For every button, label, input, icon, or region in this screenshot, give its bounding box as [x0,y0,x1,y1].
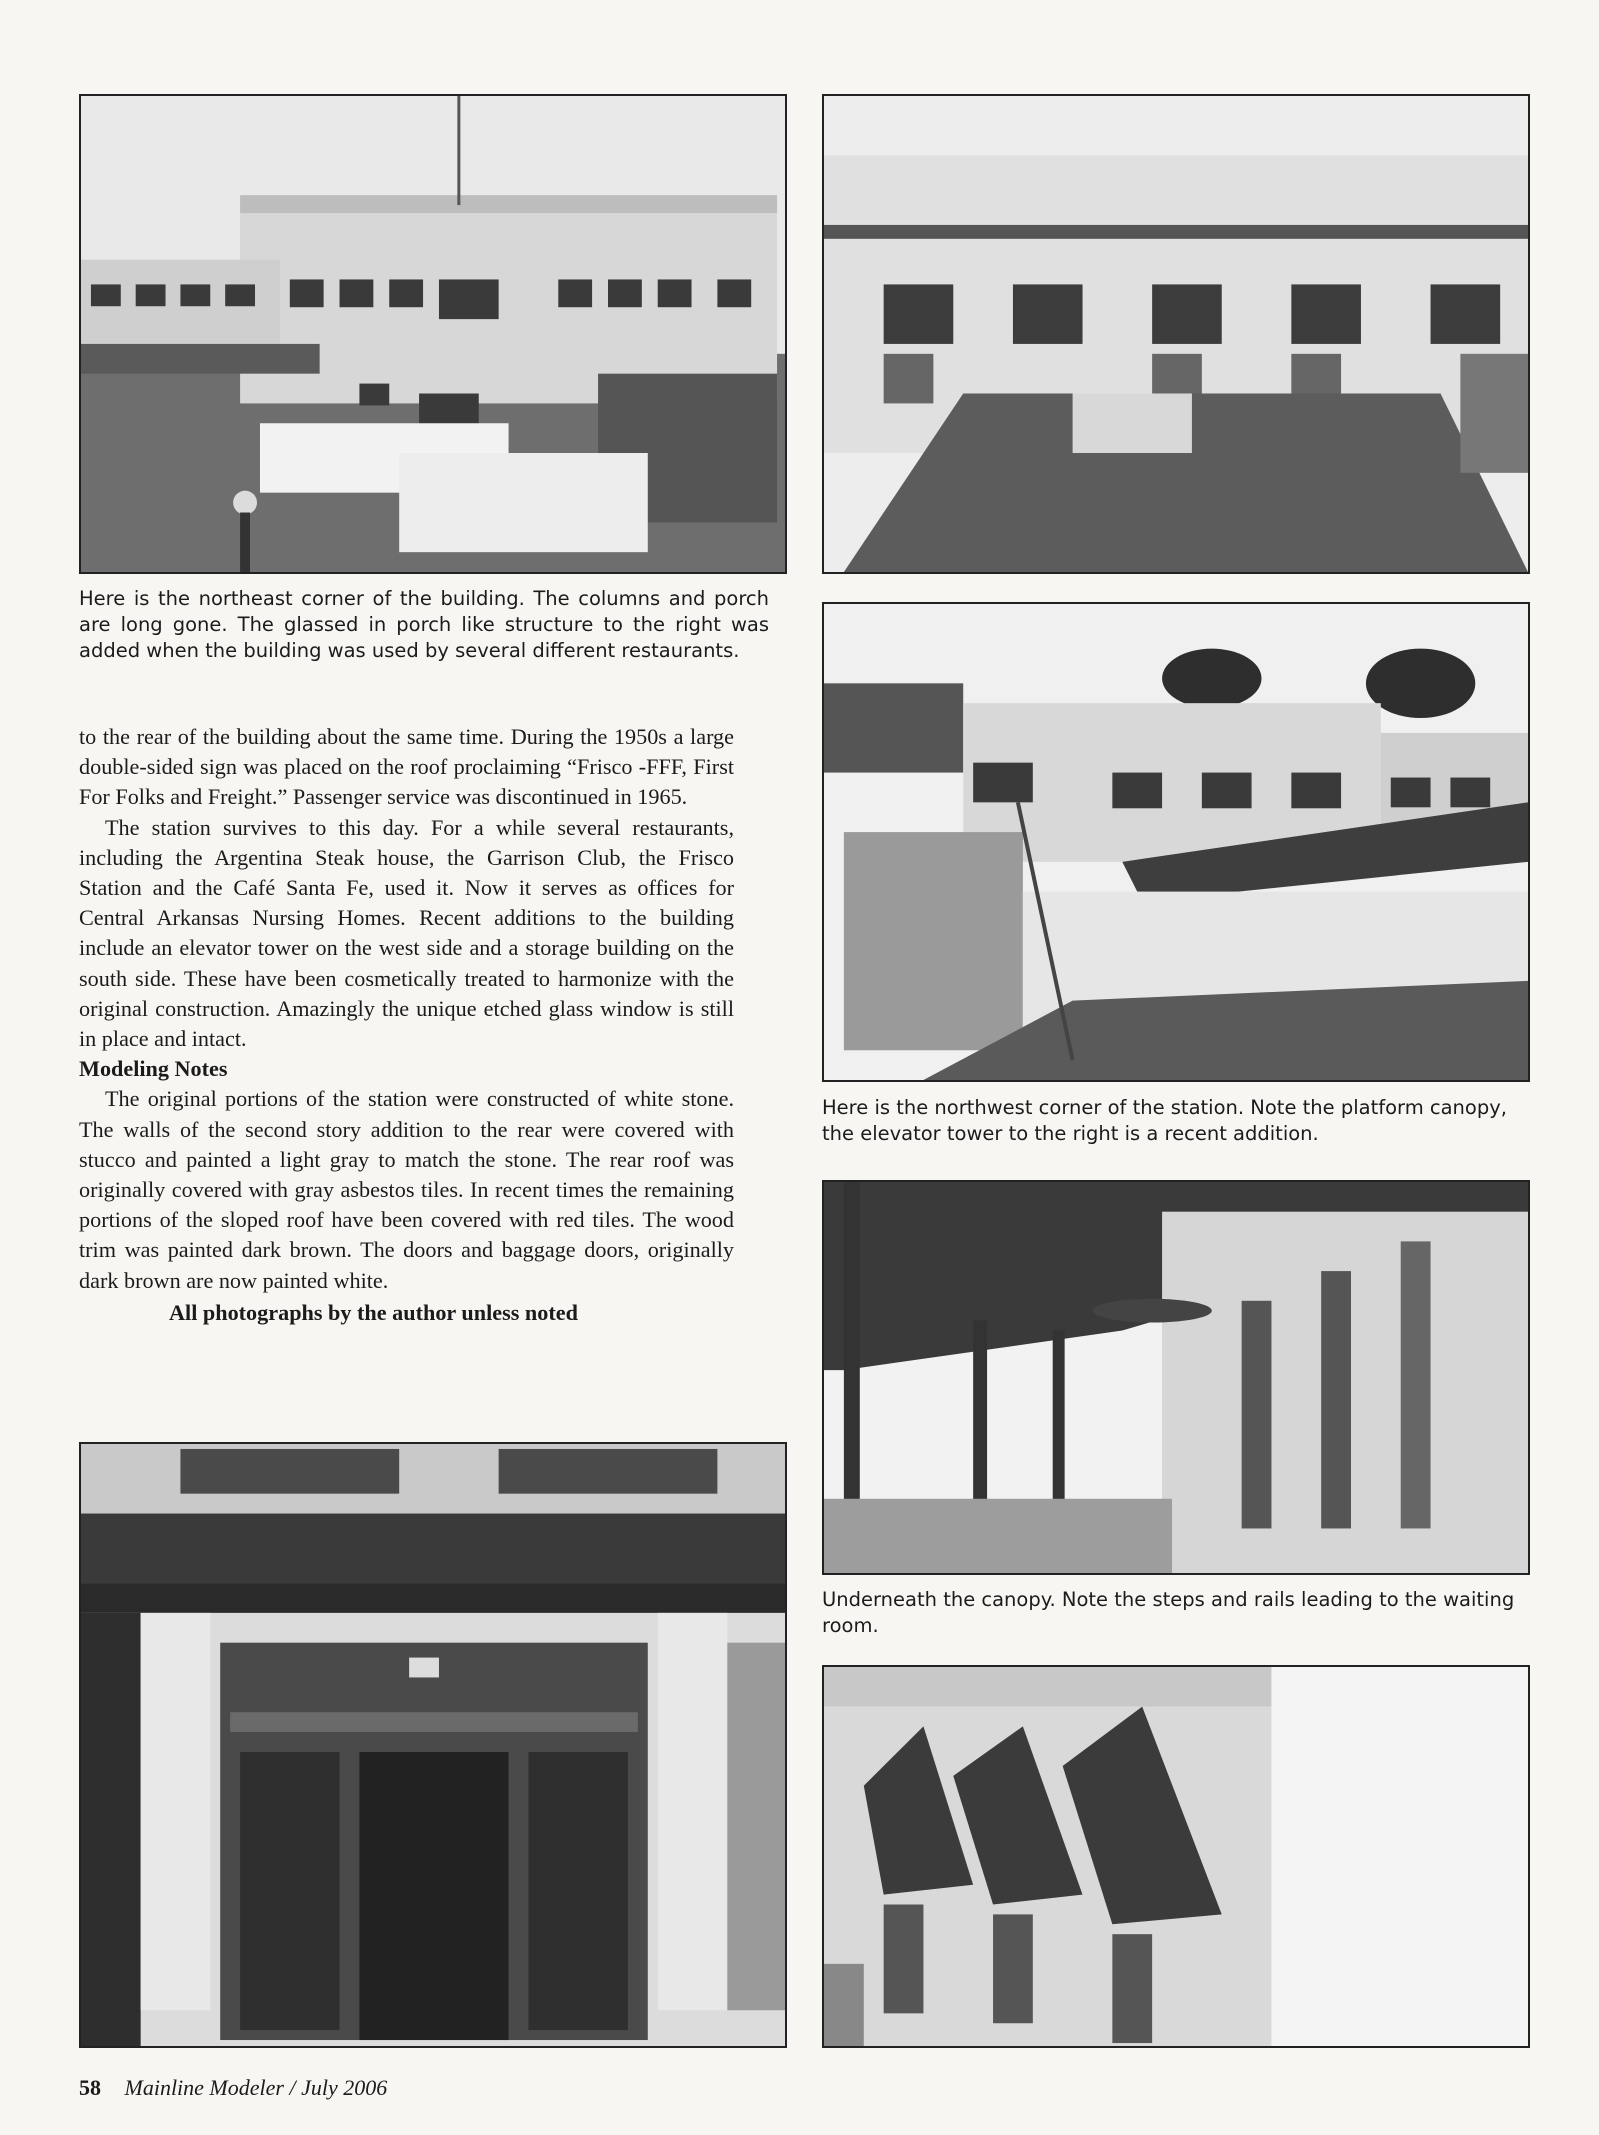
photo-upper-right [822,94,1530,574]
article-body [79,722,734,1328]
article-paragraph-2: The station survives to this day. For a while several restaurants, including the Argentina Steak house, the Garrison Club, the Frisco Station and the Café Santa Fe, used it. Now it serves as offices for Central Arkansas Nursing Homes. Recent additions to the building include an elevator tower on the west side and a storage building on the south side. These have been cosmetically treated to harmonize with the original construction. Amazingly the unique etched glass window is still in place and intact. [79,814,734,1052]
photo-under-canopy-image [824,1182,1528,1573]
photo-under-canopy [822,1180,1530,1575]
article-paragraph-3: The original portions of the station were constructed of white stone. The walls of the second story addition to the rear were covered with stucco and painted a light gray to match the stone. The rear roof was originally covered with gray asbestos tiles. In recent times the remaining portions of the sloped roof have been covered with red tiles. The wood trim was painted dark brown. The doors and baggage doors, originally dark brown are now painted white. [79,1086,734,1293]
photo-upper-right-image [824,96,1528,572]
caption-northwest: Here is the northwest corner of the station. Note the platform canopy, the elevator tower to the right is a recent addition. [822,1096,1507,1145]
photo-awnings [822,1665,1530,2048]
section-heading-modeling-notes: Modeling Notes [79,1056,228,1082]
photo-awnings-image [824,1667,1528,2046]
photo-entry-doors [79,1442,787,2048]
article-paragraph-1: to the rear of the building about the same time. During the 1950s a large double-sided sign was placed on the roof proclaiming “Frisco -FFF, First For Folks and Freight.” Passenger service was discontinued in 1965. [79,724,734,810]
photo-northeast-corner [79,94,787,574]
photo-northwest-image [824,604,1528,1080]
publication-name: Mainline Modeler / July 2006 [124,2075,388,2100]
page-footer [79,2075,387,2101]
photo-northwest-corner [822,602,1530,1082]
caption-northeast: Here is the northeast corner of the building. The columns and porch are long gone. The glassed in porch like structure to the right was added when the building was used by several different restaurants. [79,587,769,662]
caption-canopy: Underneath the canopy. Note the steps and rails leading to the waiting room. [822,1588,1515,1637]
page-number: 58 [79,2075,101,2100]
photo-northeast-image [81,96,785,572]
photo-entry-doors-image [81,1444,785,2046]
photo-credit: All photographs by the author unless noted [169,1299,578,1325]
